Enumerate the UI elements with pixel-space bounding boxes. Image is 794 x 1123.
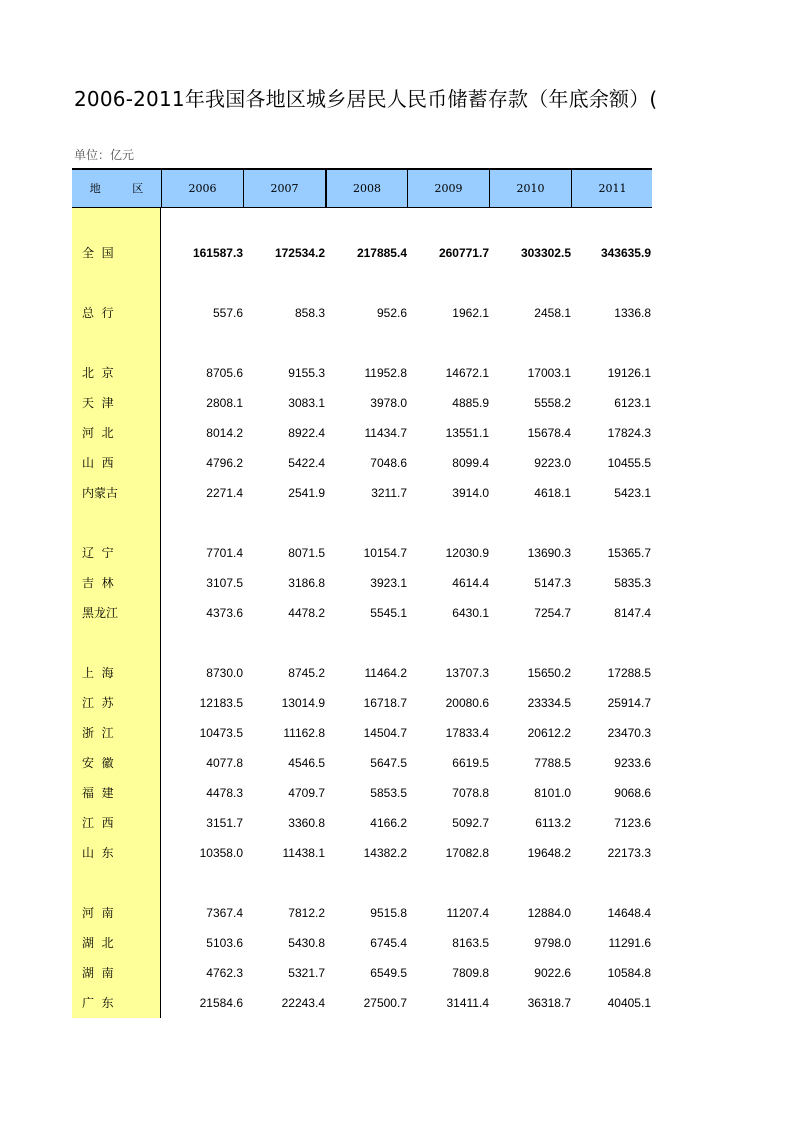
value-cell-2007: 172534.2 — [274, 246, 325, 260]
region-name: 广 东 — [82, 996, 114, 1010]
value-cell-2009: 3914.0 — [452, 486, 489, 500]
value-cell-2006: 8705.6 — [206, 366, 243, 380]
value-cell-2010: 4618.1 — [534, 486, 571, 500]
value-cell-2010: 23334.5 — [527, 696, 571, 710]
value-cell-2011: 1336.8 — [614, 306, 651, 320]
value-cell-2007: 3083.1 — [288, 396, 325, 410]
value-cell-2009: 17833.4 — [445, 726, 489, 740]
value-cell-2008: 3211.7 — [371, 486, 407, 500]
value-cell-2006: 4762.3 — [206, 966, 243, 980]
region-name: 辽 宁 — [82, 546, 114, 560]
region-name: 上 海 — [82, 666, 114, 680]
region-name: 山 东 — [82, 846, 114, 860]
value-cell-2011: 15365.7 — [607, 546, 651, 560]
value-cell-2010: 5558.2 — [534, 396, 571, 410]
value-cell-2006: 3107.5 — [206, 576, 243, 590]
value-cell-2006: 2808.1 — [206, 396, 243, 410]
table-row — [72, 448, 652, 478]
value-cell-2009: 17082.8 — [445, 846, 489, 860]
value-cell-2011: 343635.9 — [600, 246, 651, 260]
value-cell-2008: 11464.2 — [364, 666, 407, 680]
table-row — [72, 388, 652, 418]
value-cell-2007: 2541.9 — [288, 486, 325, 500]
value-cell-2010: 15650.2 — [527, 666, 571, 680]
value-cell-2007: 4709.7 — [288, 786, 325, 800]
region-name: 黑龙江 — [82, 606, 119, 620]
value-cell-2010: 8101.0 — [534, 786, 571, 800]
header-year-2008: 2008 — [325, 170, 407, 207]
value-cell-2007: 3360.8 — [288, 816, 325, 830]
region-name: 总 行 — [82, 306, 114, 320]
value-cell-2007: 13014.9 — [281, 696, 325, 710]
value-cell-2011: 9068.6 — [614, 786, 651, 800]
value-cell-2007: 11162.8 — [283, 726, 325, 740]
header-year-2007: 2007 — [243, 170, 325, 207]
value-cell-2009: 13707.3 — [445, 666, 489, 680]
value-cell-2008: 7048.6 — [370, 456, 407, 470]
value-cell-2011: 9233.6 — [614, 756, 651, 770]
value-cell-2010: 36318.7 — [527, 996, 571, 1010]
value-cell-2006: 8730.0 — [206, 666, 243, 680]
value-cell-2009: 5092.7 — [452, 816, 489, 830]
value-cell-2008: 3978.0 — [370, 396, 407, 410]
unit-label: 单位：亿元 — [74, 148, 135, 162]
value-cell-2010: 5147.3 — [534, 576, 571, 590]
value-cell-2008: 5545.1 — [370, 606, 407, 620]
value-cell-2007: 8922.4 — [288, 426, 325, 440]
value-cell-2006: 8014.2 — [206, 426, 243, 440]
header-year-2009: 2009 — [407, 170, 489, 207]
value-cell-2009: 6619.5 — [452, 756, 489, 770]
region-name: 山 西 — [82, 456, 114, 470]
value-cell-2009: 1962.1 — [452, 306, 489, 320]
value-cell-2011: 8147.4 — [614, 606, 651, 620]
value-cell-2010: 20612.2 — [527, 726, 571, 740]
value-cell-2006: 10358.0 — [199, 846, 243, 860]
value-cell-2011: 6123.1 — [614, 396, 651, 410]
value-cell-2007: 4546.5 — [288, 756, 325, 770]
table-row — [72, 598, 652, 628]
region-name: 河 北 — [82, 426, 114, 440]
value-cell-2009: 6430.1 — [452, 606, 489, 620]
value-cell-2008: 3923.1 — [370, 576, 407, 590]
value-cell-2007: 9155.3 — [288, 366, 325, 380]
region-name: 天 津 — [82, 396, 114, 410]
value-cell-2006: 4373.6 — [206, 606, 243, 620]
value-cell-2006: 3151.7 — [206, 816, 243, 830]
value-cell-2009: 8163.5 — [452, 936, 489, 950]
table-row — [72, 298, 652, 328]
table-header — [72, 168, 652, 208]
table-row — [72, 538, 652, 568]
table-row — [72, 988, 652, 1018]
table-row — [72, 808, 652, 838]
value-cell-2011: 40405.1 — [607, 996, 651, 1010]
value-cell-2011: 5423.1 — [614, 486, 651, 500]
value-cell-2007: 3186.8 — [288, 576, 325, 590]
value-cell-2006: 21584.6 — [199, 996, 243, 1010]
value-cell-2006: 4077.8 — [206, 756, 243, 770]
value-cell-2009: 20080.6 — [445, 696, 489, 710]
region-name: 湖 北 — [82, 936, 114, 950]
value-cell-2011: 10584.8 — [607, 966, 651, 980]
region-name: 北 京 — [82, 366, 114, 380]
value-cell-2007: 22243.4 — [281, 996, 325, 1010]
value-cell-2008: 27500.7 — [363, 996, 407, 1010]
value-cell-2011: 23470.3 — [607, 726, 651, 740]
header-year-2010: 2010 — [489, 170, 571, 207]
value-cell-2011: 14648.4 — [607, 906, 651, 920]
value-cell-2010: 19648.2 — [527, 846, 571, 860]
value-cell-2007: 8071.5 — [288, 546, 325, 560]
value-cell-2007: 11438.1 — [282, 846, 325, 860]
value-cell-2007: 5321.7 — [288, 966, 325, 980]
value-cell-2006: 4478.3 — [206, 786, 243, 800]
value-cell-2009: 14672.1 — [445, 366, 489, 380]
value-cell-2006: 161587.3 — [192, 246, 243, 260]
table-row — [72, 358, 652, 388]
value-cell-2010: 9223.0 — [534, 456, 571, 470]
value-cell-2011: 5835.3 — [614, 576, 651, 590]
region-name: 全 国 — [82, 246, 114, 260]
value-cell-2010: 7254.7 — [534, 606, 571, 620]
value-cell-2011: 11291.6 — [608, 936, 651, 950]
value-cell-2006: 557.6 — [212, 306, 243, 320]
value-cell-2011: 17824.3 — [607, 426, 651, 440]
value-cell-2007: 5430.8 — [288, 936, 325, 950]
table-row — [72, 958, 652, 988]
value-cell-2008: 11434.7 — [364, 426, 407, 440]
table-row — [72, 718, 652, 748]
page-title: 2006-2011年我国各地区城乡居民人民币储蓄存款（年底余额）( — [74, 87, 658, 111]
region-name: 安 徽 — [82, 756, 114, 770]
value-cell-2008: 10154.7 — [363, 546, 407, 560]
table-row — [72, 418, 652, 448]
value-cell-2009: 4614.4 — [452, 576, 489, 590]
value-cell-2006: 5103.6 — [206, 936, 243, 950]
table-row — [72, 658, 652, 688]
table-row — [72, 568, 652, 598]
value-cell-2007: 4478.2 — [288, 606, 325, 620]
header-year-2011: 2011 — [571, 170, 653, 207]
value-cell-2009: 8099.4 — [452, 456, 489, 470]
value-cell-2009: 11207.4 — [446, 906, 489, 920]
value-cell-2010: 9798.0 — [534, 936, 571, 950]
value-cell-2007: 7812.2 — [288, 906, 325, 920]
value-cell-2007: 5422.4 — [288, 456, 325, 470]
value-cell-2006: 2271.4 — [206, 486, 243, 500]
value-cell-2010: 6113.2 — [535, 816, 571, 830]
value-cell-2011: 10455.5 — [607, 456, 651, 470]
value-cell-2007: 858.3 — [294, 306, 325, 320]
value-cell-2011: 17288.5 — [607, 666, 651, 680]
value-cell-2009: 7809.8 — [452, 966, 489, 980]
region-name: 湖 南 — [82, 966, 114, 980]
value-cell-2011: 7123.6 — [614, 816, 651, 830]
value-cell-2006: 7367.4 — [206, 906, 243, 920]
value-cell-2010: 17003.1 — [527, 366, 571, 380]
value-cell-2010: 13690.3 — [527, 546, 571, 560]
value-cell-2010: 12884.0 — [527, 906, 571, 920]
value-cell-2008: 14504.7 — [363, 726, 407, 740]
value-cell-2009: 13551.1 — [445, 426, 489, 440]
value-cell-2010: 7788.5 — [534, 756, 571, 770]
value-cell-2006: 7701.4 — [206, 546, 243, 560]
region-name: 福 建 — [82, 786, 114, 800]
value-cell-2008: 9515.8 — [370, 906, 407, 920]
table-row — [72, 778, 652, 808]
table-row — [72, 928, 652, 958]
value-cell-2006: 12183.5 — [199, 696, 243, 710]
value-cell-2008: 4166.2 — [370, 816, 407, 830]
value-cell-2008: 952.6 — [376, 306, 407, 320]
value-cell-2007: 8745.2 — [288, 666, 325, 680]
value-cell-2008: 16718.7 — [363, 696, 407, 710]
value-cell-2008: 6745.4 — [370, 936, 407, 950]
value-cell-2008: 5853.5 — [370, 786, 407, 800]
region-name: 吉 林 — [82, 576, 114, 590]
value-cell-2010: 15678.4 — [527, 426, 571, 440]
value-cell-2009: 4885.9 — [452, 396, 489, 410]
region-name: 江 西 — [82, 816, 114, 830]
value-cell-2008: 217885.4 — [356, 246, 407, 260]
value-cell-2011: 19126.1 — [607, 366, 651, 380]
header-region: 地 区 — [89, 182, 158, 195]
value-cell-2008: 5647.5 — [370, 756, 407, 770]
value-cell-2006: 4796.2 — [206, 456, 243, 470]
value-cell-2009: 12030.9 — [445, 546, 489, 560]
table-row — [72, 478, 652, 508]
value-cell-2010: 2458.1 — [534, 306, 571, 320]
header-year-2006: 2006 — [161, 170, 243, 207]
table-row — [72, 898, 652, 928]
value-cell-2008: 11952.8 — [364, 366, 407, 380]
value-cell-2010: 9022.6 — [534, 966, 571, 980]
value-cell-2009: 7078.8 — [452, 786, 489, 800]
region-name: 河 南 — [82, 906, 114, 920]
value-cell-2010: 303302.5 — [520, 246, 571, 260]
table-row — [72, 838, 652, 868]
value-cell-2008: 14382.2 — [363, 846, 407, 860]
value-cell-2009: 260771.7 — [438, 246, 489, 260]
table-row — [72, 238, 652, 268]
value-cell-2008: 6549.5 — [370, 966, 407, 980]
value-cell-2009: 31411.4 — [446, 996, 489, 1010]
value-cell-2011: 25914.7 — [607, 696, 651, 710]
value-cell-2011: 22173.3 — [607, 846, 651, 860]
region-name: 江 苏 — [82, 696, 114, 710]
value-cell-2006: 10473.5 — [199, 726, 243, 740]
region-name: 浙 江 — [82, 726, 114, 740]
region-name: 内蒙古 — [82, 486, 119, 500]
table-row — [72, 688, 652, 718]
table-row — [72, 748, 652, 778]
